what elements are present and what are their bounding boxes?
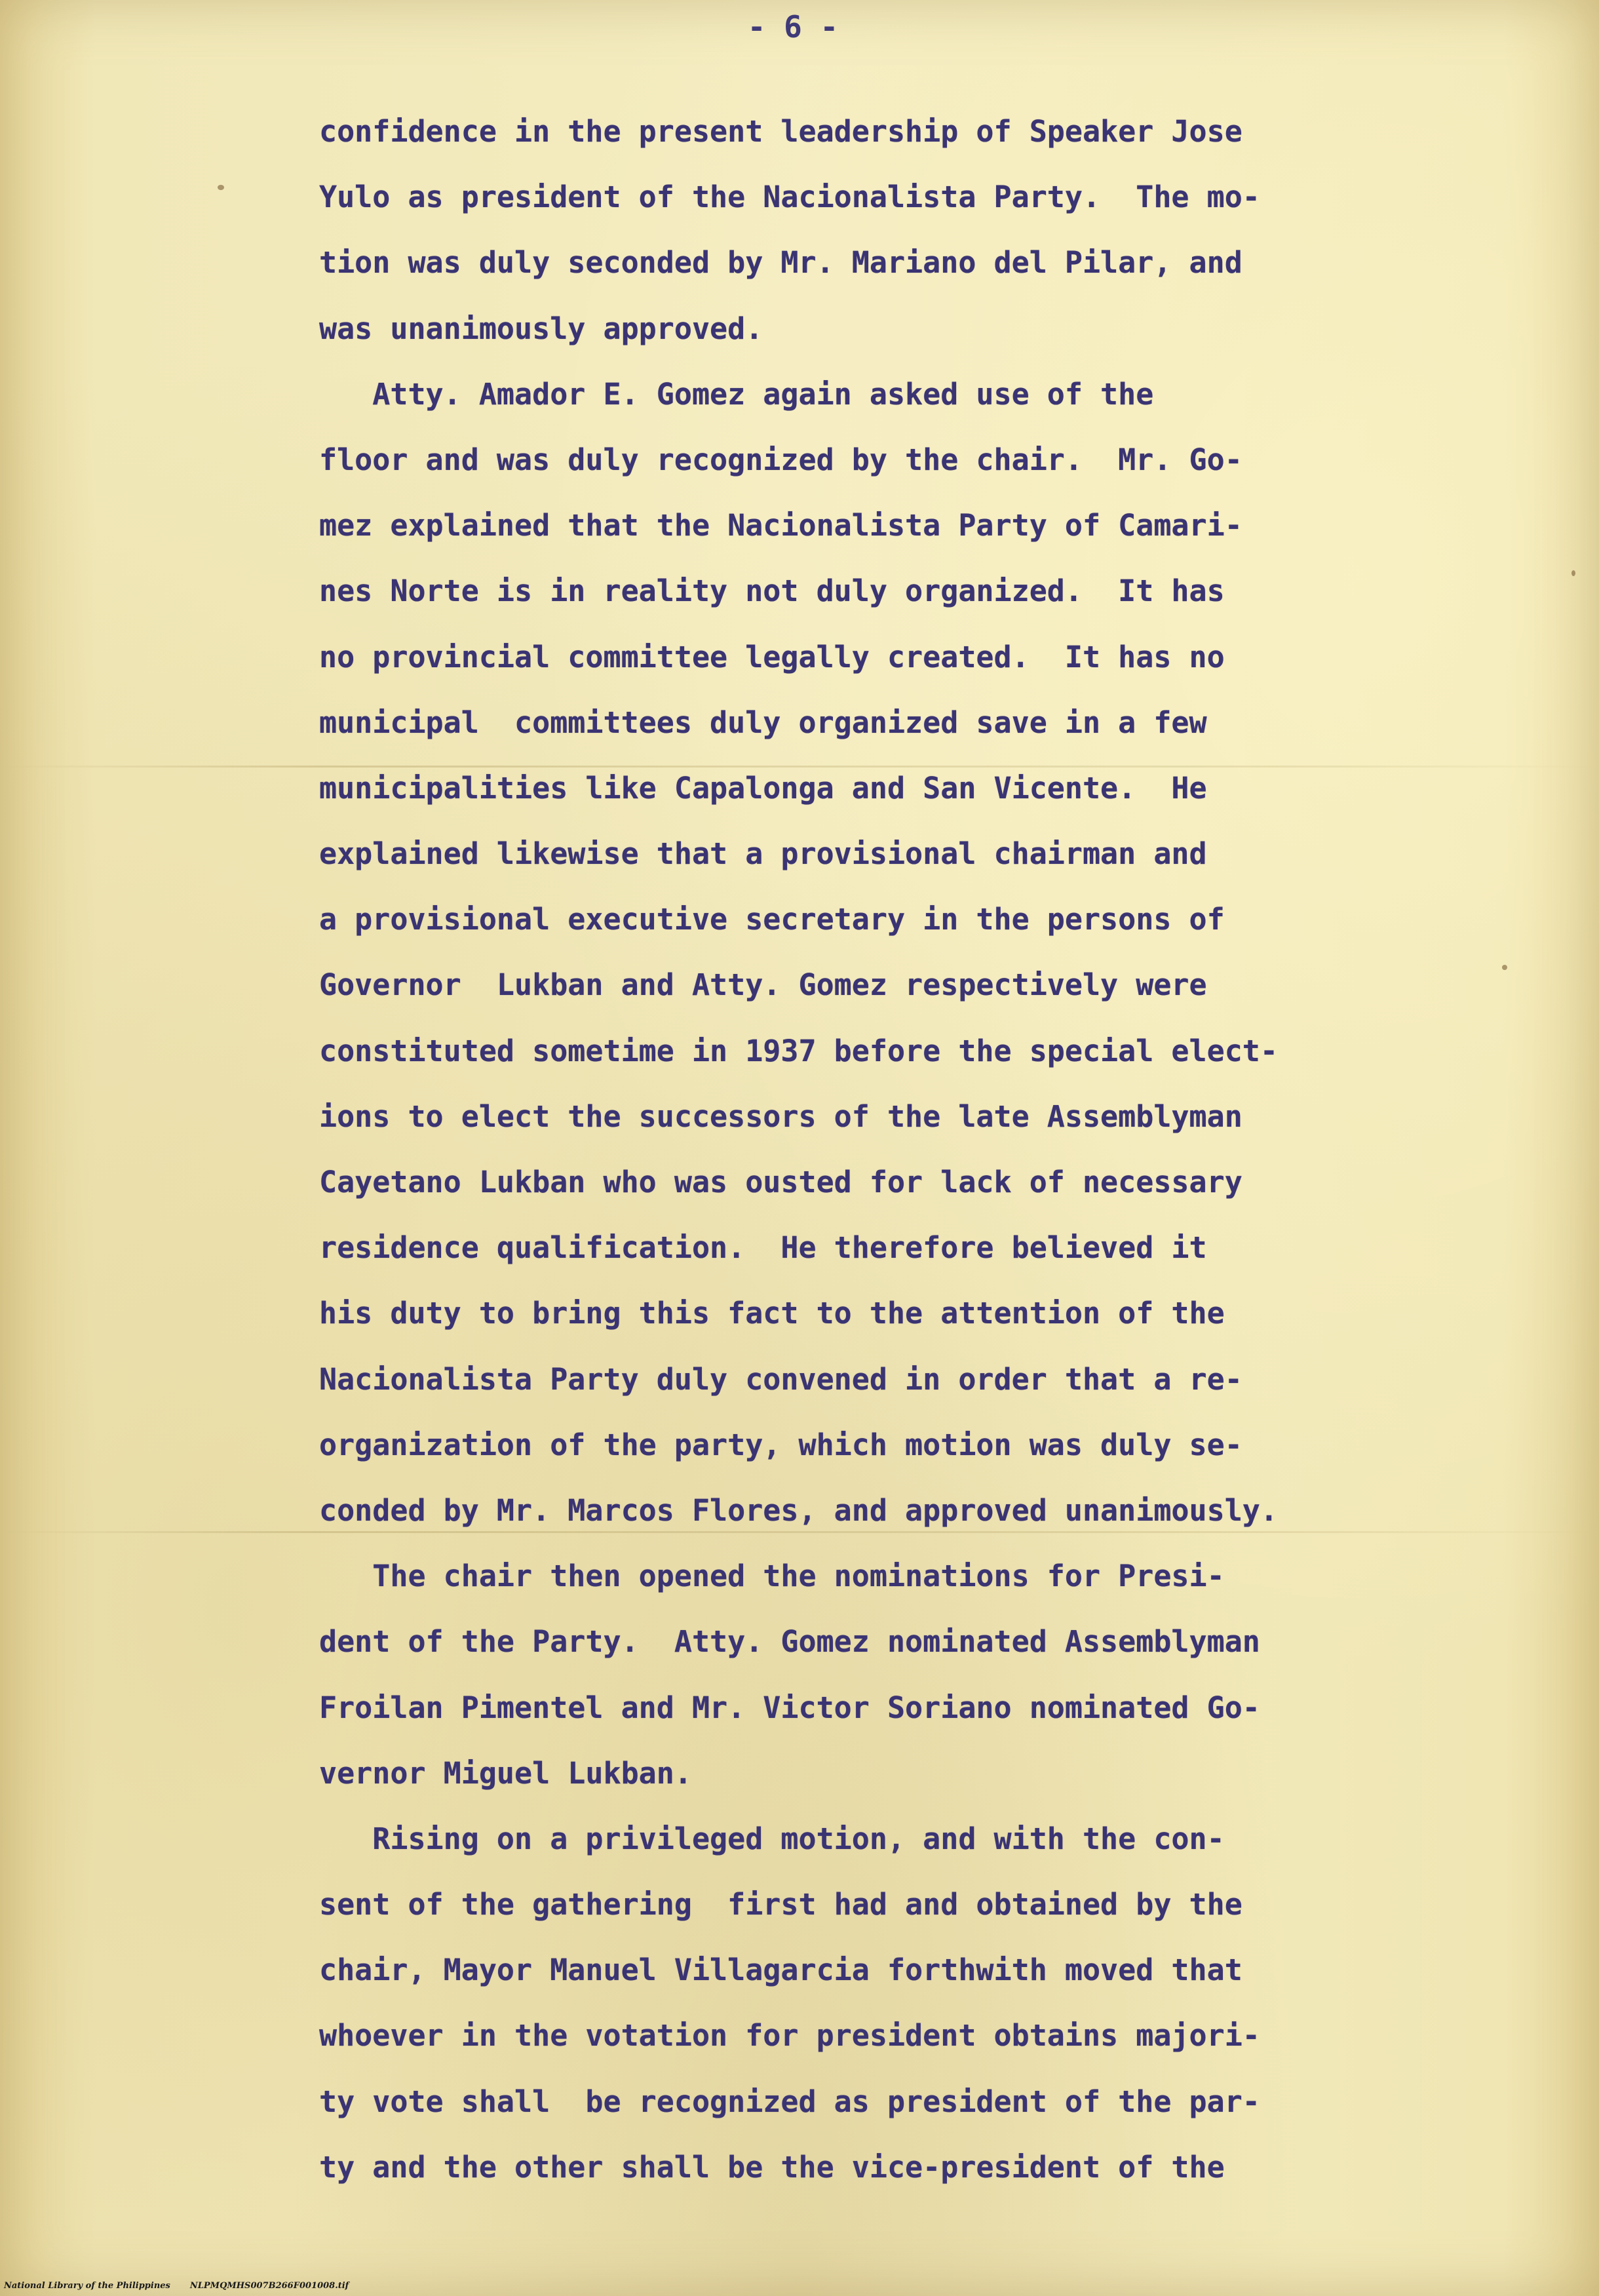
text-line: ions to elect the successors of the late Assemblyman bbox=[319, 1099, 1243, 1134]
typewritten-body bbox=[319, 110, 1551, 2211]
text-line: explained likewise that a provisional chairman and bbox=[319, 836, 1207, 872]
text-line: floor and was duly recognized by the chair. Mr. Go- bbox=[319, 442, 1243, 477]
text-line: ty vote shall be recognized as president of the par- bbox=[319, 2084, 1260, 2119]
text-line: municipal committees duly organized save in a few bbox=[319, 705, 1207, 740]
text-line: ty and the other shall be the vice-president of the bbox=[319, 2149, 1225, 2185]
text-line: municipalities like Capalonga and San Vicente. He bbox=[319, 770, 1207, 806]
paper-stain bbox=[218, 185, 224, 190]
text-line: Atty. Amador E. Gomez again asked use of the bbox=[319, 376, 1154, 412]
text-line: vernor Miguel Lukban. bbox=[319, 1755, 692, 1791]
text-line: Froilan Pimentel and Mr. Victor Soriano nominated Go- bbox=[319, 1690, 1260, 1725]
text-line: dent of the Party. Atty. Gomez nominated Assemblyman bbox=[319, 1624, 1260, 1660]
text-line: chair, Mayor Manuel Villagarcia forthwith moved that bbox=[319, 1953, 1243, 1988]
text-line: tion was duly seconded by Mr. Mariano del Pilar, and bbox=[319, 245, 1243, 281]
text-line: confidence in the present leadership of Speaker Jose bbox=[319, 114, 1243, 149]
text-line: a provisional executive secretary in the persons of bbox=[319, 902, 1225, 937]
text-line: whoever in the votation for president obtains majori- bbox=[319, 2018, 1260, 2053]
text-line: mez explained that the Nacionalista Party of Camari- bbox=[319, 508, 1243, 543]
scan-footer bbox=[4, 2281, 368, 2291]
text-line: Governor Lukban and Atty. Gomez respectively were bbox=[319, 967, 1207, 1003]
text-line: The chair then opened the nominations for Presi- bbox=[319, 1559, 1225, 1594]
text-line: his duty to bring this fact to the attention of the bbox=[319, 1296, 1225, 1331]
text-line: was unanimously approved. bbox=[319, 311, 763, 346]
text-line: conded by Mr. Marcos Flores, and approved unanimously. bbox=[319, 1492, 1278, 1528]
paper-stain bbox=[1571, 570, 1575, 576]
text-line: residence qualification. He therefore believed it bbox=[319, 1230, 1207, 1266]
text-line: constituted sometime in 1937 before the special elect- bbox=[319, 1033, 1278, 1068]
footer-file-id: NLPMQMHS007B266F001008.tif bbox=[189, 2281, 349, 2291]
text-line: nes Norte is in reality not duly organized. It has bbox=[319, 574, 1225, 609]
page-number: - 6 - bbox=[747, 9, 839, 45]
text-line: Cayetano Lukban who was ousted for lack of necessary bbox=[319, 1165, 1243, 1199]
text-line: Nacionalista Party duly convened in order that a re- bbox=[319, 1361, 1243, 1397]
text-line: Yulo as president of the Nacionalista Party. The mo- bbox=[319, 180, 1260, 215]
text-line: sent of the gathering first had and obtained by the bbox=[319, 1887, 1243, 1922]
text-line: organization of the party, which motion was duly se- bbox=[319, 1427, 1243, 1462]
footer-institution: National Library of the Philippines bbox=[4, 2281, 170, 2291]
text-line: no provincial committee legally created. It has no bbox=[319, 639, 1225, 674]
text-line: Rising on a privileged motion, and with the con- bbox=[319, 1821, 1225, 1856]
